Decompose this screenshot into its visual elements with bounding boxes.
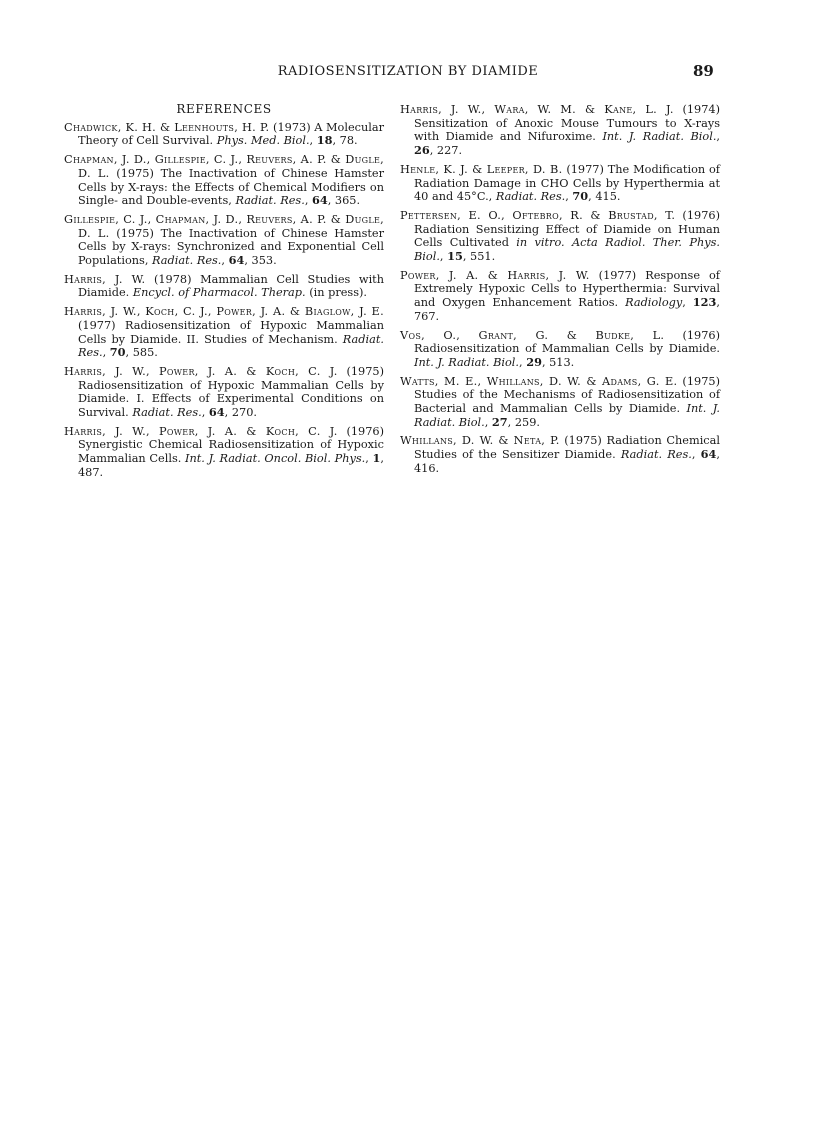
ref-volume: 64 [312,193,328,208]
reference-item [400,209,720,264]
ref-volume: 27 [491,414,508,429]
ref-volume: 15 [447,249,463,264]
references-right-column [400,103,720,481]
ref-volume: 26 [414,143,430,158]
ref-separator: , [691,448,701,462]
ref-authors: Watts, M. E., Whillans, D. W. & Adams, G. E. [400,374,678,388]
ref-volume: 64 [208,405,225,420]
references-heading: REFERENCES [176,102,272,116]
ref-title: (1974) Sensitization of Anoxic Mouse Tumours to X-rays with Diamide and Nifuroxime. [414,103,721,144]
ref-pages: , 513. [541,355,575,369]
ref-journal: Int. J. Radiat. Biol. [414,402,720,429]
running-title: RADIOSENSITIZATION BY DIAMIDE [277,64,539,79]
ref-authors: Chapman, J. D., Gillespie, C. J., Reuvers, A. P. & Dugle, D. L. [64,153,384,180]
ref-journal: Phys. Med. Biol. [216,134,310,148]
ref-authors: Pettersen, E. O., Oftebro, R. & Brustad, T. [400,208,676,222]
ref-separator: , [309,134,317,148]
ref-authors: Vos, O., Grant, G. & Budke, L. [400,328,665,342]
ref-title: (1977) The Modification of Radiation Damage in CHO Cells by Hyperthermia at 40 and 45°C., [414,162,720,204]
reference-item [400,269,720,324]
ref-title: (1975) The Inactivation of Chinese Hamster Cells by X-rays: the Effects of Chemical Modifiers on Single- and Double-events, [78,166,384,208]
ref-title: (1977) Radiosensitization of Hypoxic Mammalian Cells by Diamide. II. Studies of Mechanism. [78,318,384,346]
ref-pages: , 551. [462,250,496,264]
ref-pages: , 767. [414,296,720,323]
ref-pages: , 78. [332,134,358,148]
ref-volume: 70 [109,345,126,360]
ref-journal: in vitro. Acta Radiol. Ther. Phys. Biol. [414,236,720,264]
ref-title: (1975) Radiosensitization of Hypoxic Mammalian Cells by Diamide. I. Effects of Experimental Conditions on Survival. [78,364,385,420]
ref-pages: , 227. [429,144,463,158]
ref-journal: Radiat. Res. [495,190,566,204]
ref-volume: 18 [316,133,333,148]
reference-item [64,121,384,148]
ref-journal: Int. J. Radiat. Oncol. Biol. Phys. [185,452,366,466]
ref-authors: Harris, J. W., Koch, C. J., Power, J. A. & Biaglow, J. E. [64,305,384,319]
ref-journal: Radiat. Res. [620,448,692,462]
ref-separator: , [484,415,492,429]
ref-journal: Radiat. Res. [235,194,305,208]
ref-authors: Harris, J. W. [64,272,146,286]
ref-separator: , [519,355,527,369]
page-number: 89 [693,62,714,80]
reference-item [64,213,384,268]
ref-volume: 123 [692,295,717,310]
ref-title: (1975) Radiation Chemical Studies of the Sensitizer Diamide. [414,434,720,462]
ref-separator: , [221,254,229,268]
ref-separator: , [102,346,110,360]
ref-authors: Harris, J. W., Power, J. A. & Koch, C. J. [64,424,338,438]
ref-journal: Radiat. Res. [132,406,202,420]
reference-item [64,273,384,300]
ref-pages: , 259. [507,415,540,429]
ref-title: (1975) The Inactivation of Chinese Hamster Cells by X-rays: Synchronized and Exponential Cell Populations, [78,226,384,268]
ref-title: (1976) Radiation Sensitizing Effect of Diamide on Human Cells Cultivated [414,208,721,250]
ref-journal: Encycl. of Pharmacol. Therap. [132,286,306,300]
ref-volume: 64 [700,447,717,462]
reference-item [400,434,720,475]
reference-item [64,365,384,420]
ref-separator: , [565,190,573,204]
ref-authors: Henle, K. J. & Leeper, D. B. [400,162,563,176]
ref-authors: Chadwick, K. H. & Leenhouts, H. P. [64,120,270,134]
ref-title: (1975) Studies of the Mechanisms of Radiosensitization of Bacterial and Mammalian Cells by Diamide. [414,374,720,416]
ref-pages: , 353. [244,254,277,268]
reference-item [64,153,384,208]
ref-separator: , [304,194,313,208]
ref-pages: , 365. [327,194,361,208]
ref-volume: 64 [228,253,245,268]
reference-item [400,329,720,370]
ref-authors: Power, J. A. & Harris, J. W. [400,268,590,282]
ref-pages: , 415. [588,190,621,204]
ref-pages: (in press). [309,286,368,300]
ref-authors: Harris, J. W., Power, J. A. & Koch, C. J. [64,364,338,378]
reference-item [400,375,720,430]
reference-item [64,305,384,360]
ref-title: (1976) Synergistic Chemical Radiosensitization of Hypoxic Mammalian Cells. [78,424,385,466]
ref-title: (1977) Response of Extremely Hypoxic Cells to Hyperthermia: Survival and Oxygen Enhancement Ratios. [414,268,720,310]
ref-volume: 70 [572,189,589,204]
reference-item [400,163,720,204]
reference-item [400,103,720,158]
ref-title: (1978) Mammalian Cell Studies with Diamide. [78,272,384,300]
ref-journal: Int. J. Radiat. Biol. [602,130,717,144]
ref-authors: Harris, J. W., Wara, W. M. & Kane, L. J. [400,103,674,116]
ref-journal: Radiology [625,296,683,310]
ref-authors: Whillans, D. W. & Neta, P. [400,434,560,448]
ref-title: (1976) Radiosensitization of Mammalian Cells by Diamide. [414,328,721,356]
running-head [0,64,816,84]
ref-pages: , 270. [224,406,257,420]
ref-title: (1973) A Molecular Theory of Cell Survival. [78,120,385,148]
ref-journal: Int. J. Radiat. Biol. [414,355,520,369]
ref-pages: , 487. [78,452,385,479]
references-left-column [64,103,384,485]
ref-pages: , 416. [414,448,720,475]
ref-separator: , [716,130,721,144]
ref-separator: , [682,296,693,310]
ref-journal: Radiat. Res. [152,254,222,268]
ref-volume: 29 [526,354,542,369]
ref-pages: , 585. [125,346,158,360]
ref-authors: Gillespie, C. J., Chapman, J. D., Reuvers, A. P. & Dugle, D. L. [64,212,384,240]
ref-journal: Radiat. Res. [78,332,384,360]
reference-item [64,425,384,480]
ref-separator: , [365,452,373,466]
ref-volume: 1 [372,451,381,466]
ref-separator: , [439,250,448,264]
ref-separator: , [201,406,209,420]
